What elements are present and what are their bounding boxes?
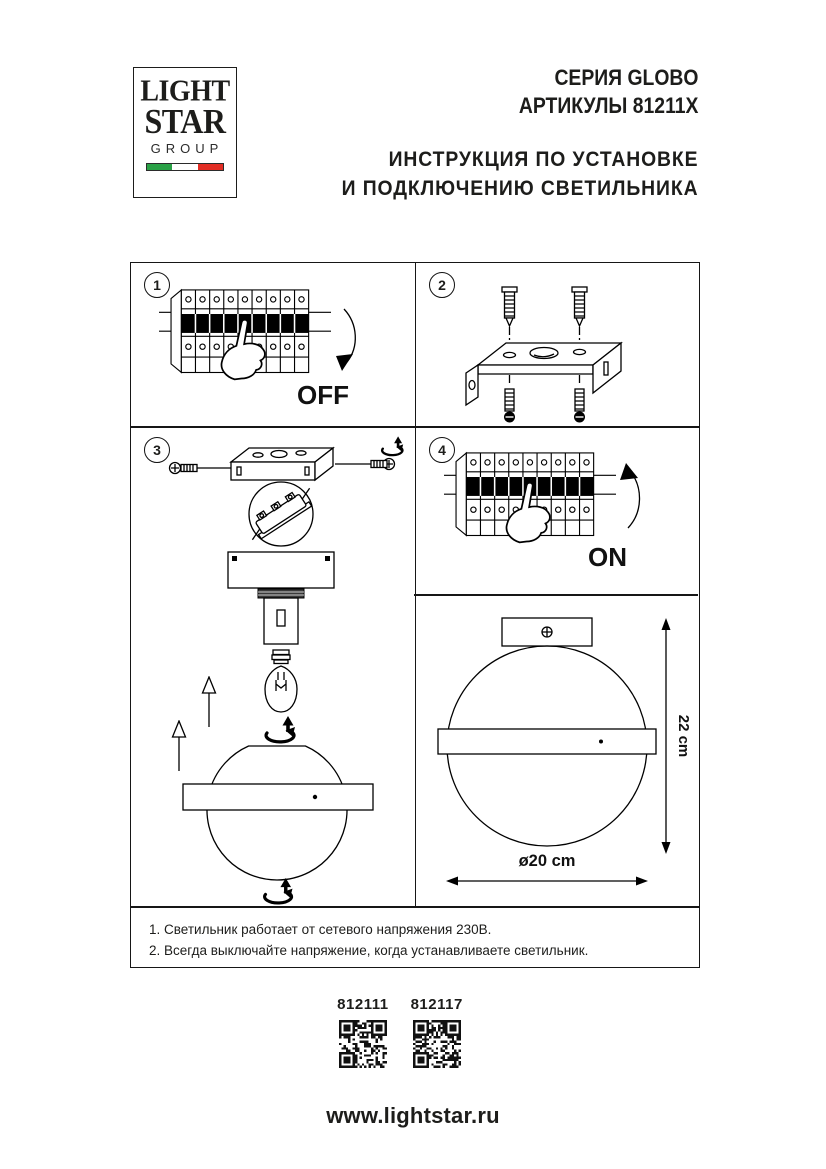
- wall-anchor-icon: [502, 287, 517, 326]
- header: [302, 64, 698, 203]
- italian-flag-stripe: [146, 163, 224, 171]
- glass-globe-icon: [183, 746, 373, 880]
- off-label: OFF: [297, 380, 349, 410]
- diameter-dimension-label: ø20 cm: [518, 852, 576, 870]
- height-dimension: [662, 618, 693, 854]
- note-line-1: 1. Светильник работает от сетевого напряжения 230В.: [149, 921, 492, 937]
- side-screw-icon: [335, 459, 395, 470]
- step-3-badge: [144, 437, 170, 463]
- arrow-down-icon: [344, 309, 355, 362]
- mounting-bracket-illustration: [416, 263, 698, 426]
- on-label: ON: [588, 542, 627, 572]
- lamp-dimensions-illustration: [416, 596, 698, 906]
- step-2-badge: [429, 272, 455, 298]
- product-code-label: 812111: [337, 996, 389, 1013]
- document-title-line2: И ПОДКЛЮЧЕНИЮ СВЕТИЛЬНИКА: [341, 176, 698, 200]
- qr-code: [339, 1020, 387, 1068]
- screw-icon: [504, 389, 515, 423]
- flag-white-segment: [172, 164, 197, 170]
- fixture-base-icon: [228, 552, 334, 644]
- lightstar-logo: [133, 67, 237, 198]
- document-title: [341, 145, 698, 203]
- product-codes: [0, 996, 813, 1068]
- step-4-badge: [429, 437, 455, 463]
- screw-icon: [574, 389, 585, 423]
- instruction-grid: [130, 262, 700, 968]
- logo-text-group: GROUP: [150, 141, 224, 156]
- notes-panel: [131, 908, 701, 969]
- website-url: www.lightstar.ru: [326, 1103, 500, 1128]
- step-1-panel: [131, 263, 415, 426]
- qr-code: [413, 1020, 461, 1068]
- step-1-number: 1: [153, 277, 161, 293]
- assembly-illustration: [131, 428, 415, 906]
- breaker-on-illustration: [416, 428, 698, 594]
- logo-text-star: STAR: [144, 101, 226, 141]
- mounting-bracket-icon: [231, 448, 333, 480]
- flag-red-segment: [198, 164, 223, 170]
- dimensions-panel: [416, 596, 698, 906]
- step-1-badge: [144, 272, 170, 298]
- terminal-block-icon: [243, 483, 319, 543]
- articles-title: АРТИКУЛЫ 81211X: [518, 93, 698, 118]
- note-line-2: 2. Всегда выключайте напряжение, когда устанавливаете светильник.: [149, 942, 589, 958]
- arrow-down-head: [336, 354, 353, 371]
- document-title-line1: ИНСТРУКЦИЯ ПО УСТАНОВКЕ: [388, 147, 698, 171]
- step-3-panel: [131, 428, 415, 906]
- height-dimension-label: 22 cm: [675, 714, 692, 758]
- product-code-column: [411, 996, 463, 1068]
- logo-text-light: LIGHT: [140, 74, 230, 109]
- step-2-panel: [416, 263, 698, 426]
- series-title: СЕРИЯ GLOBO: [553, 65, 698, 90]
- wall-anchor-icon: [572, 287, 587, 326]
- step-3-number: 3: [153, 442, 161, 458]
- flag-green-segment: [147, 164, 172, 170]
- arrow-up-icon: [628, 471, 640, 528]
- bulb-icon: [265, 650, 297, 712]
- breaker-off-illustration: [131, 263, 415, 426]
- product-code-label: 812117: [410, 996, 463, 1013]
- ceiling-lamp-icon: [438, 618, 656, 846]
- product-code-column: [337, 996, 388, 1068]
- side-screw-icon: [170, 463, 232, 474]
- arrow-up-head: [620, 463, 638, 480]
- step-2-number: 2: [438, 277, 446, 293]
- step-4-panel: [416, 428, 698, 594]
- mounting-bracket-icon: [466, 343, 621, 405]
- step-4-number: 4: [438, 442, 446, 458]
- diameter-dimension: [446, 852, 648, 886]
